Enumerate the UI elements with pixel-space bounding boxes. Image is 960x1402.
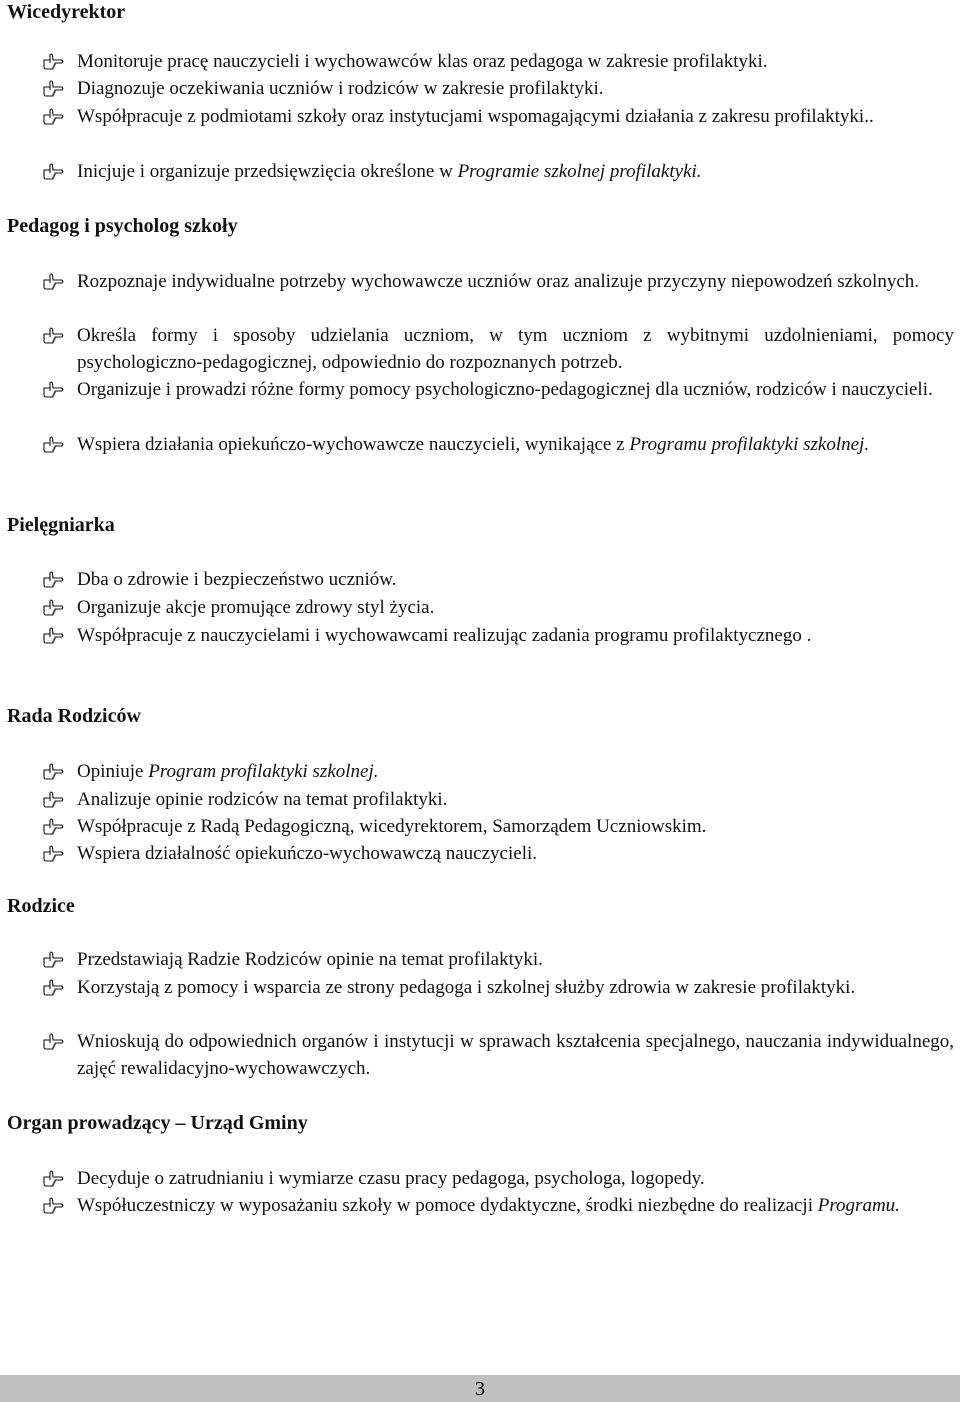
list-item [42,103,954,130]
list-item-text: Dba o zdrowie i bezpieczeństwo uczniów. [77,569,397,590]
hand-pointing-right-icon [42,106,64,128]
section-title-rodzice: Rodzice [7,895,75,917]
list-item-text [77,1192,954,1219]
program-title-emphasis: Programu profilaktyki szkolnej. [629,434,870,455]
list-item-text: Współpracuje z nauczycielami i wychowawcami realizując zadania programu profilaktycznego . [77,625,812,646]
page-number: 3 [475,1378,485,1400]
list-item [42,75,954,102]
list-item-text: Monitoruje pracę nauczycieli i wychowawców klas oraz pedagoga w zakresie profilaktyki. [77,51,768,72]
hand-pointing-right-icon [42,78,64,100]
hand-pointing-right-icon [42,761,64,783]
list-item [42,48,954,75]
list-item-text-plain: Wspiera działania opiekuńczo-wychowawcze nauczycieli, wynikające z [77,434,630,455]
list-item [42,431,954,458]
list-item-text: Diagnozuje oczekiwania uczniów i rodziców w zakresie profilaktyki. [77,78,604,99]
list-item [42,566,954,593]
list-item [42,840,954,867]
section-title-organ-prowadzacy: Organ prowadzący – Urząd Gminy [7,1112,308,1134]
list-item [42,758,954,785]
list-item-text: Decyduje o zatrudnianiu i wymiarze czasu pracy pedagoga, psychologa, logopedy. [77,1168,705,1189]
list-item-text [77,431,954,458]
list-item [42,622,954,649]
list-item [42,594,954,621]
hand-pointing-right-icon [42,51,64,73]
hand-pointing-right-icon [42,977,64,999]
list-item-text: Organizuje akcje promujące zdrowy styl życia. [77,597,435,618]
list-item-text-plain: Opiniuje [77,761,149,782]
hand-pointing-right-icon [42,789,64,811]
list-item [42,1028,954,1083]
list-item-text-plain: Inicjuje i organizuje przedsięwzięcia określone w [77,161,458,182]
list-item-text: Organizuje i prowadzi różne formy pomocy psychologiczno-pedagogicznej dla uczniów, rodziców i nauczycieli. [77,379,933,400]
list-item [42,268,954,295]
list-item-text: Przedstawiają Radzie Rodziców opinie na temat profilaktyki. [77,949,543,970]
list-item-text: Analizuje opinie rodziców na temat profilaktyki. [77,789,448,810]
hand-pointing-right-icon [42,625,64,647]
hand-pointing-right-icon [42,1168,64,1190]
list-item-text-plain: Współuczestniczy w wyposażaniu szkoły w pomoce dydaktyczne, środki niezbędne do realizacji [77,1195,818,1216]
hand-pointing-right-icon [42,843,64,865]
list-item [42,1192,954,1219]
list-item-text [77,758,954,785]
section-title-pielegniarka: Pielęgniarka [7,514,115,536]
program-title-emphasis: Programu. [817,1195,900,1216]
hand-pointing-right-icon [42,949,64,971]
hand-pointing-right-icon [42,597,64,619]
list-item [42,158,954,185]
list-item-text: Współpracuje z podmiotami szkoły oraz instytucjami wspomagającymi działania z zakresu profilaktyki.. [77,106,874,127]
list-item-text: Współpracuje z Radą Pedagogiczną, wicedyrektorem, Samorządem Uczniowskim. [77,816,707,837]
list-item-text [77,158,954,185]
section-title-rada-rodzicow: Rada Rodziców [7,705,141,727]
hand-pointing-right-icon [42,569,64,591]
list-item-text: Wspiera działalność opiekuńczo-wychowawczą nauczycieli. [77,843,537,864]
hand-pointing-right-icon [42,1195,64,1217]
section-title-wicedyrektor: Wicedyrektor [7,1,126,23]
section-title-pedagog: Pedagog i psycholog szkoły [7,215,238,237]
hand-pointing-right-icon [42,271,64,293]
hand-pointing-right-icon [42,1031,64,1053]
program-title-emphasis: Programie szkolnej profilaktyki. [457,161,702,182]
hand-pointing-right-icon [42,325,64,347]
list-item [42,322,954,377]
hand-pointing-right-icon [42,816,64,838]
list-item [42,813,954,840]
list-item [42,974,954,1001]
list-item [42,786,954,813]
list-item [42,376,954,403]
list-item-text: Określa formy i sposoby udzielania uczniom, w tym uczniom z wybitnymi uzdolnieniami, pomocy psychologiczno-pedagogicznej, odpowiednio do rozpoznanych potrzeb. [77,325,954,374]
list-item-text: Rozpoznaje indywidualne potrzeby wychowawcze uczniów oraz analizuje przyczyny niepowodzeń szkolnych. [77,271,920,292]
program-title-emphasis: Program profilaktyki szkolnej. [148,761,379,782]
hand-pointing-right-icon [42,379,64,401]
list-item [42,1165,954,1192]
list-item-text: Korzystają z pomocy i wsparcia ze strony pedagoga i szkolnej służby zdrowia w zakresie profilaktyki. [77,977,856,998]
list-item [42,946,954,973]
hand-pointing-right-icon [42,434,64,456]
list-item-text: Wnioskują do odpowiednich organów i instytucji w sprawach kształcenia specjalnego, nauczania indywidualnego, zajęć rewalidacyjno-wychowawczych. [77,1031,954,1080]
hand-pointing-right-icon [42,161,64,183]
